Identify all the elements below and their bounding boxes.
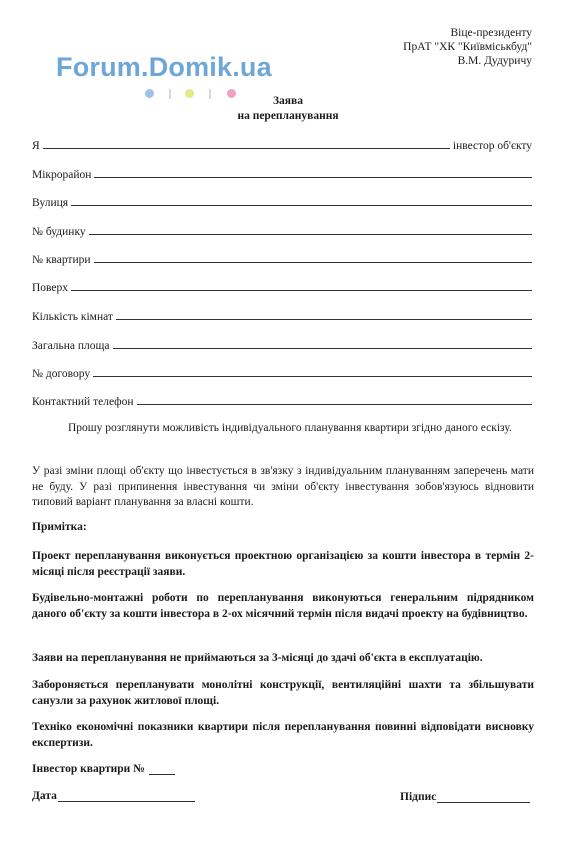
- note-item: Техніко економічні показники квартири після перепланування повинні відповідати висновку експертизи.: [32, 721, 534, 749]
- fill-in-line[interactable]: [149, 762, 175, 775]
- fill-in-line[interactable]: [93, 365, 532, 377]
- note-heading: Примітка:: [32, 521, 87, 533]
- field-label: Поверх: [32, 282, 69, 294]
- field-label: Загальна площа: [32, 340, 110, 352]
- field-label: № договору: [32, 368, 91, 380]
- field-label: Мікрорайон: [32, 169, 92, 181]
- addressee-company: ПрАТ "ХК "Київміськбуд": [403, 41, 532, 53]
- field-investor-name[interactable]: [32, 136, 532, 152]
- signature-field[interactable]: [400, 790, 530, 803]
- investor-apartment-field[interactable]: [32, 762, 175, 775]
- field-apartment-number[interactable]: [32, 250, 532, 266]
- field-street[interactable]: [32, 193, 532, 209]
- field-total-area[interactable]: [32, 336, 532, 352]
- document-title: Заява: [272, 95, 303, 107]
- fill-in-line[interactable]: [94, 166, 532, 178]
- addressee-block: [403, 26, 532, 68]
- field-label: Вулиця: [32, 197, 69, 209]
- fill-in-line[interactable]: [113, 337, 532, 349]
- note-item: Заяви на перепланування не приймаються за 3-місяці до здачі об'єкта в експлуатацію.: [32, 652, 483, 664]
- document-subtitle: на перепланування: [237, 110, 339, 122]
- field-label: Кількість кімнат: [32, 311, 113, 323]
- field-contact-phone[interactable]: [32, 392, 532, 408]
- field-microdistrict[interactable]: [32, 165, 532, 181]
- fill-in-line[interactable]: [71, 194, 532, 206]
- fill-in-line[interactable]: [94, 251, 533, 263]
- signature-label: Підпис: [400, 791, 437, 803]
- addressee-position: Віце-президенту: [450, 27, 532, 39]
- watermark-logo: Forum.Domik.ua: [56, 52, 272, 82]
- field-label: Я: [32, 140, 40, 152]
- note-item: Проект перепланування виконується проектною організацією за кошти інвестора в термін 2-місяці після реєстрації заяви.: [32, 550, 534, 578]
- area-change-paragraph: У разі зміни площі об'єкту що інвестується в зв'язку з індивідуальним плануванням заперечень мати не буду. У разі припинення інвестування чи зміни об'єкту інвестування зобов'язуюсь відновити типовий варіант планування за власні кошти.: [32, 465, 534, 508]
- fill-in-line[interactable]: [137, 393, 532, 405]
- fill-in-line[interactable]: [116, 308, 532, 320]
- field-floor[interactable]: [32, 278, 532, 294]
- note-item: Будівельно-монтажні роботи по перепланування виконуються генеральним підрядником даного об'єкту за кошти інвестора в 2-ох місячний термін після видачі проекту на будівництво.: [32, 592, 534, 620]
- investor-apartment-label: Інвестор квартири №: [32, 763, 145, 775]
- fill-in-line[interactable]: [71, 279, 532, 291]
- date-label: Дата: [32, 790, 57, 802]
- date-field[interactable]: [32, 789, 195, 802]
- field-label: № квартири: [32, 254, 91, 266]
- fill-in-line[interactable]: [437, 790, 530, 803]
- note-item: Забороняється перепланувати монолітні конструкції, вентиляційні шахти та збільшувати санузли за рахунок житлової площі.: [32, 679, 534, 707]
- field-contract-number[interactable]: [32, 364, 532, 380]
- fill-in-line[interactable]: [58, 789, 195, 802]
- fill-in-line[interactable]: [43, 137, 450, 149]
- field-label: Контактний телефон: [32, 396, 134, 408]
- field-room-count[interactable]: [32, 307, 532, 323]
- field-label: № будинку: [32, 226, 86, 238]
- request-paragraph: Прошу розглянути можливість індивідуального планування квартири згідно даного ескізу.: [68, 422, 512, 434]
- field-suffix: інвестор об'єкту: [452, 140, 532, 152]
- addressee-name: В.М. Дудуричу: [457, 55, 532, 67]
- fill-in-line[interactable]: [89, 223, 532, 235]
- field-building-number[interactable]: [32, 222, 532, 238]
